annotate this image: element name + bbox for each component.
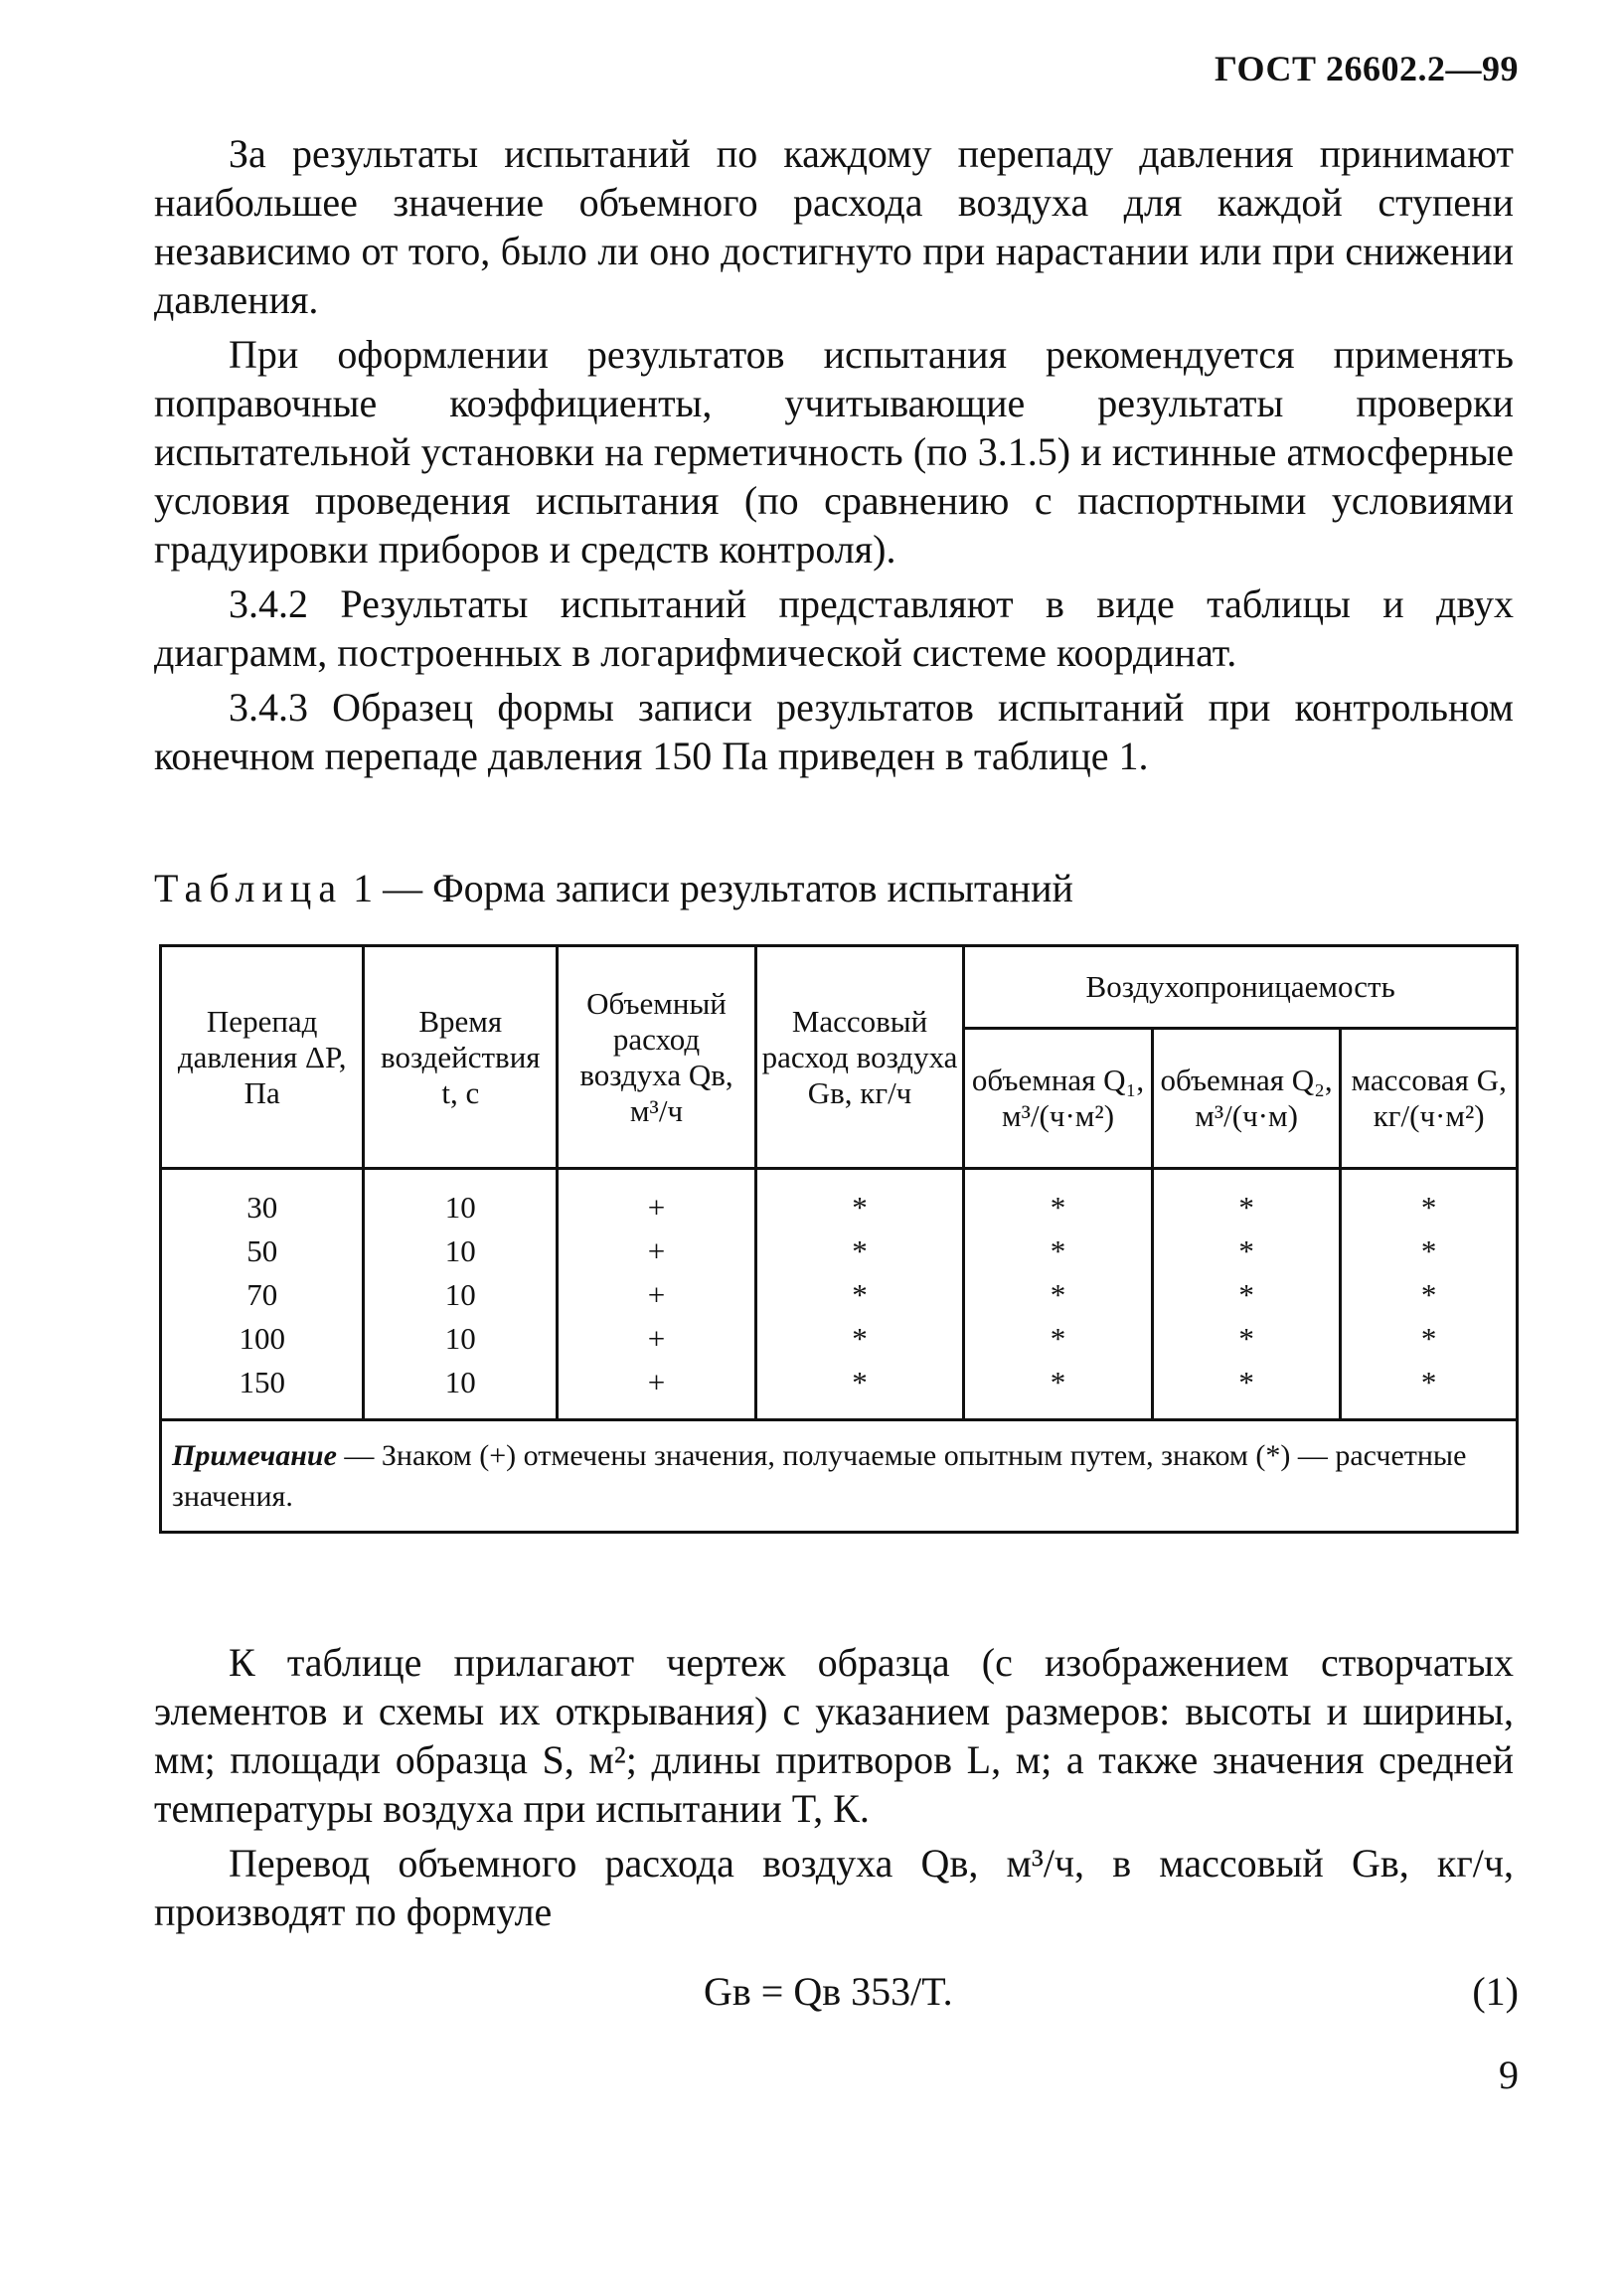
header-volumetric-q2: объемная Q₂, м³/(ч·м) [1152,1029,1341,1169]
formula-expression: Gв = Qв 353/T. [704,1969,953,2014]
table-cell: + [558,1317,756,1361]
table-cell: * [1152,1273,1341,1317]
table-cell: * [964,1230,1153,1273]
table-cell: 100 [161,1317,364,1361]
table-cell: * [1152,1169,1341,1230]
table-cell: 10 [364,1169,558,1230]
table-row [161,1169,1518,1230]
table-row [161,1317,1518,1361]
table-row [161,1230,1518,1273]
header-volumetric-q1: объемная Q₁, м³/(ч·м²) [964,1029,1153,1169]
page-number: 9 [1499,2052,1519,2097]
formula-number: (1) [1472,1969,1519,2014]
table-caption-label: Таблица [154,866,344,910]
table-cell: 150 [161,1361,364,1420]
intro-text [154,129,1514,786]
note-text: — Знаком (+) отмечены значения, получаемые опытным путем, знаком (*) — расчетные значения. [172,1439,1467,1513]
standard-code-header: ГОСТ 26602.2—99 [1215,49,1519,88]
note-label: Примечание [172,1439,337,1472]
results-table [159,944,1519,1534]
header-mass-flow: Массовый расход воздуха Gв, кг/ч [755,946,963,1169]
header-pressure-drop: Перепад давления ΔP, Па [161,946,364,1169]
table-cell: 30 [161,1169,364,1230]
table-cell: * [755,1169,963,1230]
table-cell: + [558,1169,756,1230]
header-volume-flow: Объемный расход воздуха Qв, м³/ч [558,946,756,1169]
table-cell: * [1341,1230,1518,1273]
table-cell: * [1341,1361,1518,1420]
table-cell: * [1152,1317,1341,1361]
table-cell: 50 [161,1230,364,1273]
paragraph: К таблице прилагают чертеж образца (с изображением створчатых элементов и схемы их открывания) с указанием размеров: высоты и ширины, мм; площади образца S, м²; длины притворов L, м; а также значения средней температуры воздуха при испытании T, К. [154,1640,1514,1831]
table-cell: * [1341,1273,1518,1317]
table-cell: * [1152,1361,1341,1420]
table-cell: 10 [364,1317,558,1361]
table-note [161,1420,1518,1533]
after-table-text [154,1638,1514,1942]
table-cell: * [1341,1317,1518,1361]
table-cell: 10 [364,1273,558,1317]
paragraph: 3.4.2 Результаты испытаний представляют в виде таблицы и двух диаграмм, построенных в логарифмической системе координат. [154,581,1514,675]
table-cell: * [964,1361,1153,1420]
table-cell: * [1341,1169,1518,1230]
header-exposure-time: Время воздействия t, с [364,946,558,1169]
header-air-permeability: Воздухопроницаемость [964,946,1518,1029]
table-cell: * [1152,1230,1341,1273]
table-cell: * [755,1230,963,1273]
table-cell: + [558,1273,756,1317]
table-row [161,1361,1518,1420]
table-cell: 70 [161,1273,364,1317]
table-caption [154,865,1073,911]
table-cell: + [558,1361,756,1420]
table-cell: * [755,1317,963,1361]
table-cell: 10 [364,1230,558,1273]
table-cell: * [755,1361,963,1420]
table-cell: * [964,1273,1153,1317]
paragraph: 3.4.3 Образец формы записи результатов испытаний при контрольном конечном перепаде давления 150 Па приведен в таблице 1. [154,685,1514,778]
paragraph: При оформлении результатов испытания рекомендуется применять поправочные коэффициенты, учитывающие результаты проверки испытательной установки на герметичность (по 3.1.5) и истинные атмосферные условия проведения испытания (по сравнению с паспортными условиями градуировки приборов и средств контроля). [154,332,1514,572]
paragraph: Перевод объемного расхода воздуха Qв, м³/ч, в массовый Gв, кг/ч, производят по формуле [154,1841,1514,1934]
table-caption-title: 1 — Форма записи результатов испытаний [343,866,1073,910]
paragraph: За результаты испытаний по каждому перепаду давления принимают наибольшее значение объемного расхода воздуха для каждой ступени независимо от того, было ли оно достигнуто при нарастании или при снижении давления. [154,131,1514,322]
table-cell: 10 [364,1361,558,1420]
header-mass-g: массовая G, кг/(ч·м²) [1341,1029,1518,1169]
table-cell: + [558,1230,756,1273]
table-cell: * [964,1317,1153,1361]
table-cell: * [755,1273,963,1317]
table-row [161,1273,1518,1317]
table-cell: * [964,1169,1153,1230]
